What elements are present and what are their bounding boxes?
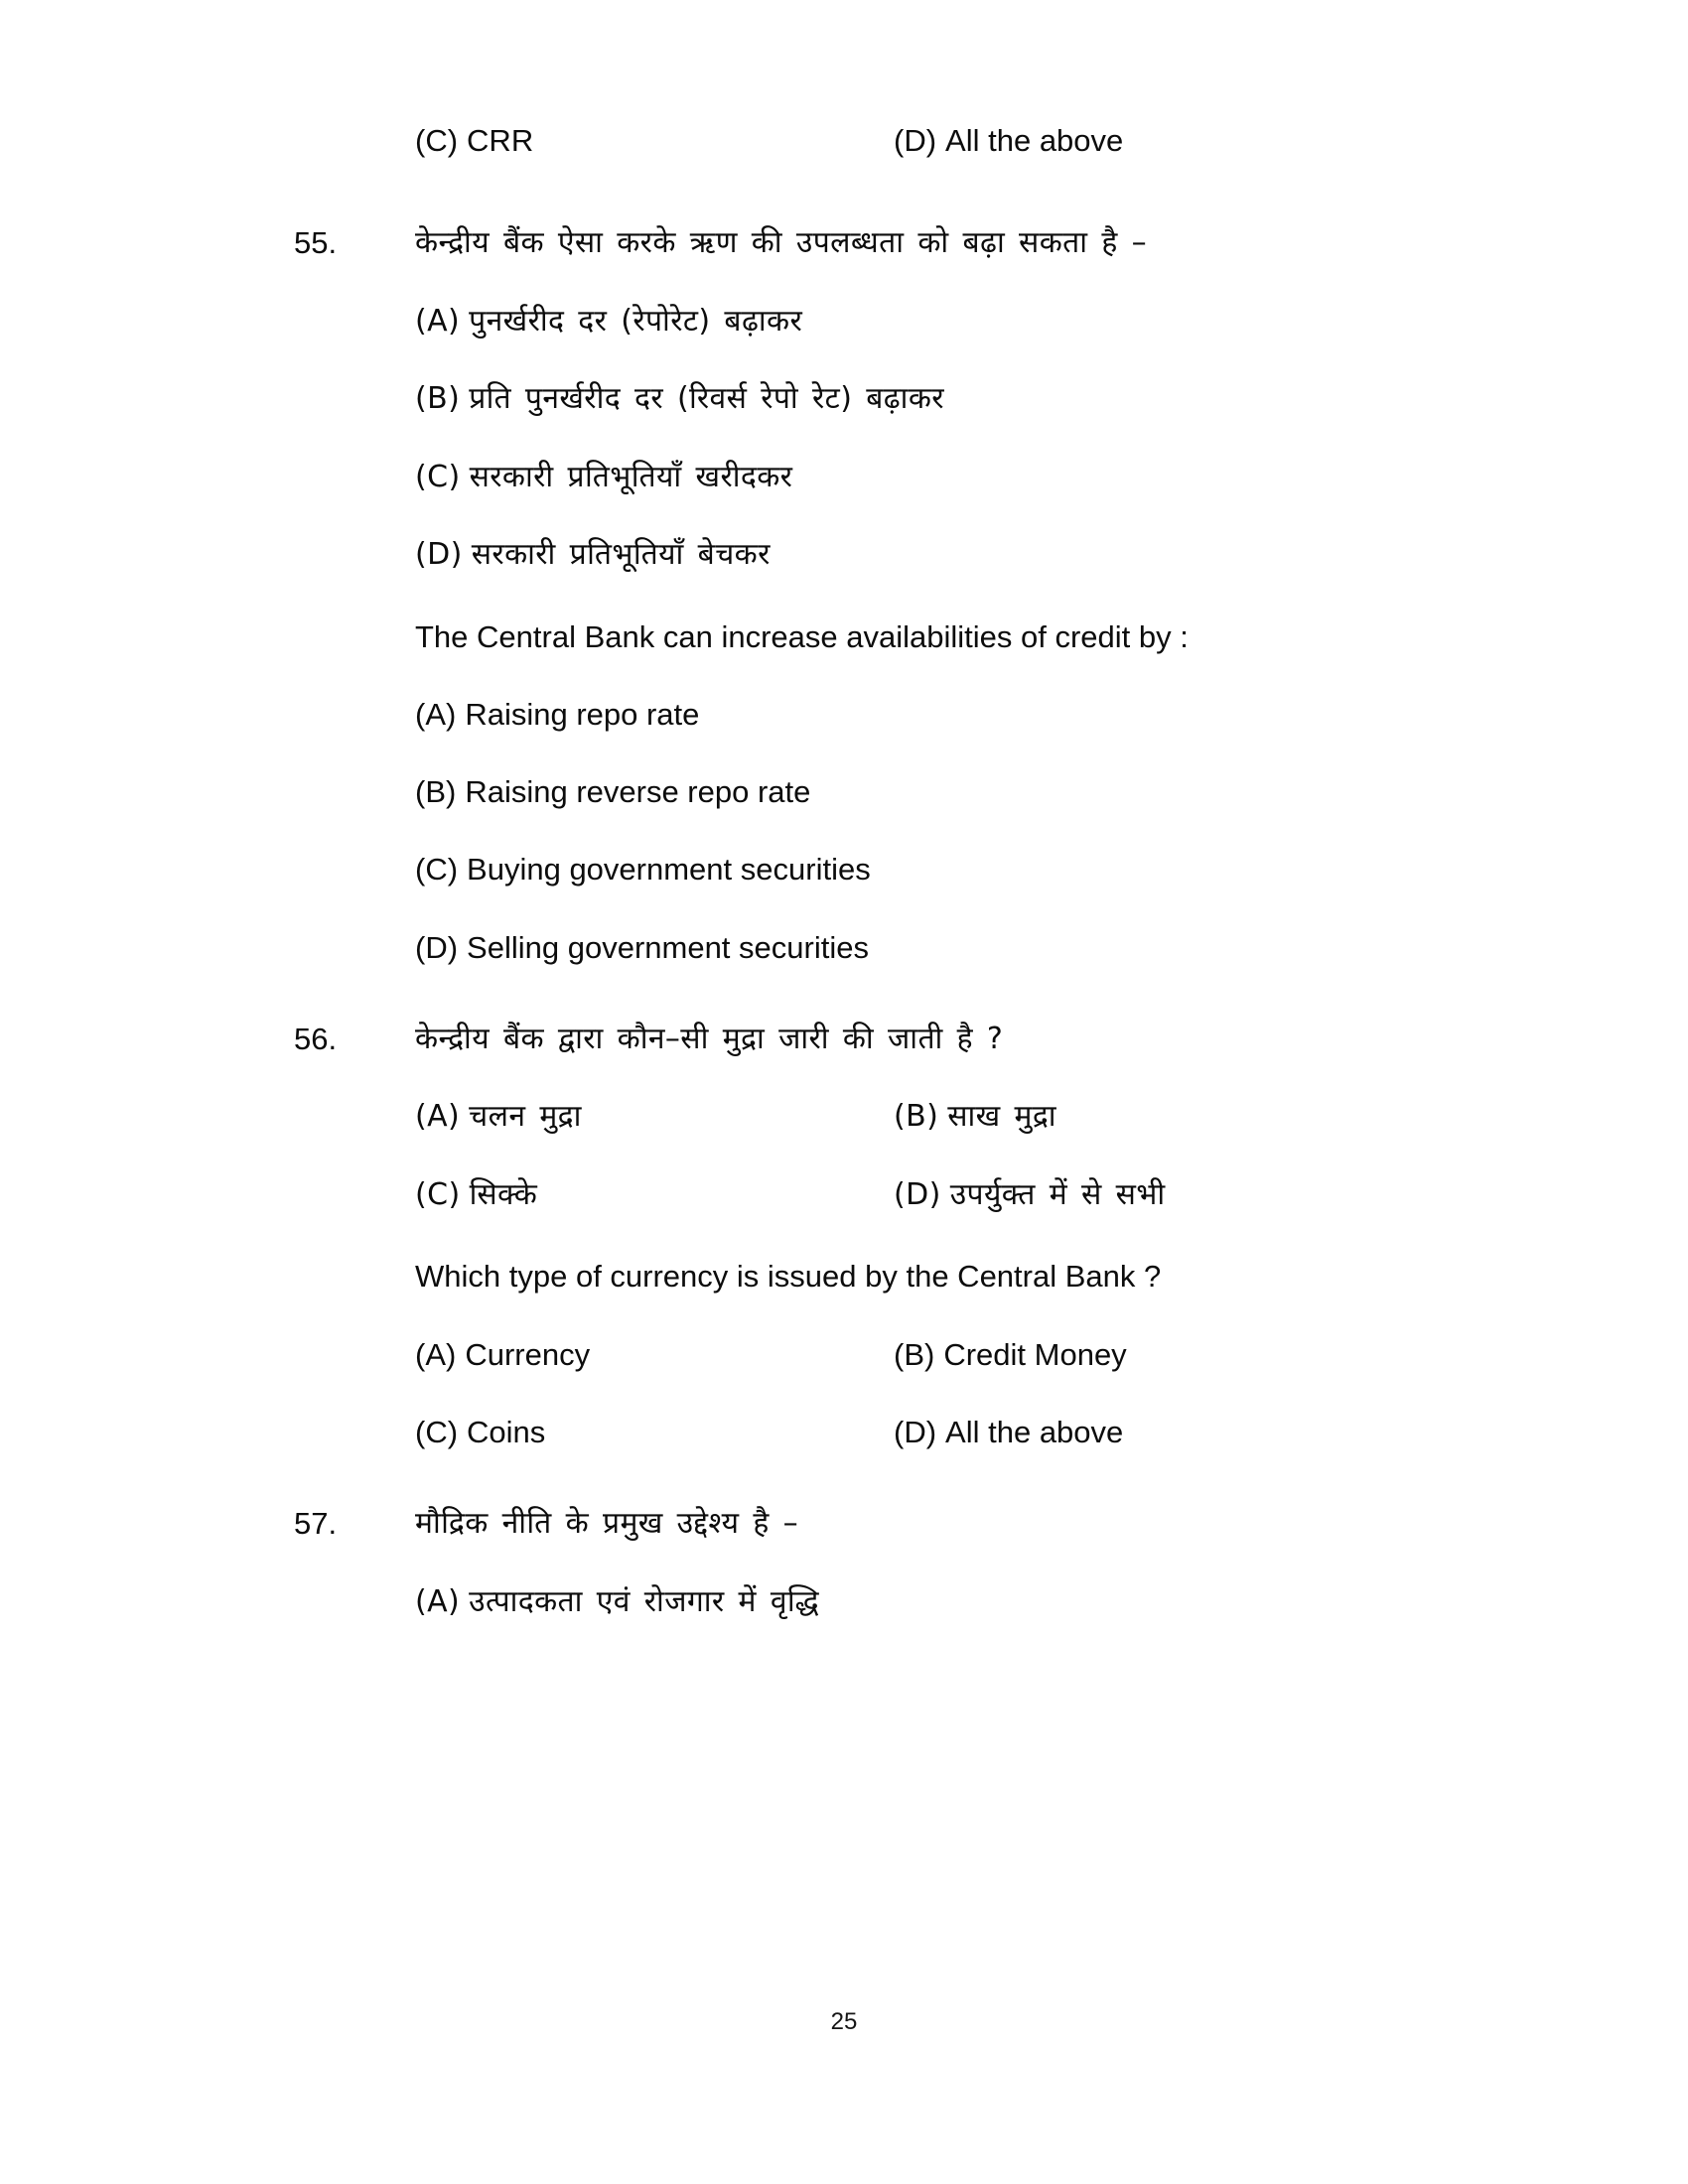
option-tag: (A) <box>415 1583 461 1619</box>
option-item-c-prev <box>415 121 894 161</box>
option-item <box>415 1097 894 1138</box>
option-text: Raising reverse repo rate <box>465 774 811 810</box>
question-number: 56. <box>294 1021 338 1056</box>
option-tag: (C) <box>415 123 459 158</box>
options-hindi-57 <box>415 1582 819 1623</box>
option-item <box>415 850 1189 889</box>
option-tag: (B) <box>894 1336 935 1372</box>
option-text: चलन मुद्रा <box>469 1099 582 1135</box>
option-tag: (D) <box>415 929 459 965</box>
page-number: 25 <box>830 2008 858 2035</box>
question-stem-hindi: केन्द्रीय बैंक द्वारा कौन–सी मुद्रा जारी की जाती है ? <box>415 1021 1004 1056</box>
options-hindi-55 <box>415 302 1189 576</box>
option-item <box>415 928 1189 968</box>
option-item <box>415 1175 894 1216</box>
option-item <box>894 1413 1166 1452</box>
option-tag: (A) <box>415 696 457 732</box>
option-text: Credit Money <box>943 1336 1127 1372</box>
option-tag: (B) <box>415 381 461 416</box>
question-stem-english: The Central Bank can increase availabilities of credit by : <box>415 618 1189 654</box>
option-item <box>894 1335 1166 1375</box>
option-text: CRR <box>467 123 534 158</box>
option-item <box>415 772 1189 812</box>
option-tag: (A) <box>415 1099 461 1135</box>
option-item <box>415 1582 819 1623</box>
continued-options-row <box>0 121 1688 161</box>
question-stem-english: Which type of currency is issued by the Central Bank ? <box>415 1259 1162 1295</box>
option-text: सिक्के <box>469 1176 538 1212</box>
option-tag: (C) <box>415 1415 459 1450</box>
option-tag: (A) <box>415 303 461 339</box>
options-hindi-56 <box>415 1097 1166 1215</box>
option-text: Raising repo rate <box>465 696 700 732</box>
option-text: सरकारी प्रतिभूतियाँ बेचकर <box>471 537 771 572</box>
option-tag: (A) <box>415 1336 457 1372</box>
questions-container <box>0 223 1688 1622</box>
option-item <box>894 1097 1166 1138</box>
option-row <box>415 1175 1166 1216</box>
question-block-57 <box>0 1504 1688 1622</box>
option-tag: (C) <box>415 1176 461 1212</box>
option-item <box>415 1335 894 1375</box>
options-english-56 <box>415 1335 1166 1453</box>
option-text: All the above <box>945 123 1124 158</box>
option-tag: (D) <box>894 1176 941 1212</box>
option-item <box>415 458 1189 498</box>
option-tag: (C) <box>415 459 461 494</box>
option-tag: (C) <box>415 852 459 887</box>
question-number: 55. <box>294 225 338 260</box>
question-number: 57. <box>294 1506 338 1542</box>
option-tag: (D) <box>415 537 463 572</box>
option-row <box>415 1413 1166 1452</box>
option-text: साख मुद्रा <box>947 1099 1056 1135</box>
option-item <box>415 379 1189 420</box>
option-row <box>415 1335 1166 1375</box>
option-text: Currency <box>465 1336 591 1372</box>
option-text: All the above <box>945 1415 1124 1450</box>
option-row <box>415 1097 1166 1138</box>
option-text: सरकारी प्रतिभूतियाँ खरीदकर <box>469 459 793 494</box>
option-tag: (B) <box>415 774 457 810</box>
options-english-55 <box>415 695 1189 968</box>
option-text: Buying government securities <box>467 852 871 887</box>
option-item-d-prev <box>894 121 1688 161</box>
option-tag: (D) <box>894 1415 937 1450</box>
question-stem-hindi: केन्द्रीय बैंक ऐसा करके ऋण की उपलब्धता को बढ़ा सकता है – <box>415 225 1148 260</box>
question-stem-hindi: मौद्रिक नीति के प्रमुख उद्देश्य है – <box>415 1506 798 1542</box>
question-block-55 <box>0 223 1688 968</box>
question-block-56 <box>0 1020 1688 1452</box>
option-text: उत्पादकता एवं रोजगार में वृद्धि <box>469 1583 820 1619</box>
option-item <box>894 1175 1166 1216</box>
option-item <box>415 302 1189 342</box>
option-tag: (B) <box>894 1099 939 1135</box>
option-text: पुनर्खरीद दर (रेपोरेट) बढ़ाकर <box>469 303 803 339</box>
option-text: प्रति पुनर्खरीद दर (रिवर्स रेपो रेट) बढ़ाकर <box>469 381 944 416</box>
option-text: Coins <box>467 1415 546 1450</box>
option-item <box>415 535 1189 576</box>
option-text: Selling government securities <box>467 929 869 965</box>
option-item <box>415 695 1189 735</box>
option-tag: (D) <box>894 123 937 158</box>
option-item <box>415 1413 894 1452</box>
option-text: उपर्युक्त में से सभी <box>949 1176 1166 1212</box>
